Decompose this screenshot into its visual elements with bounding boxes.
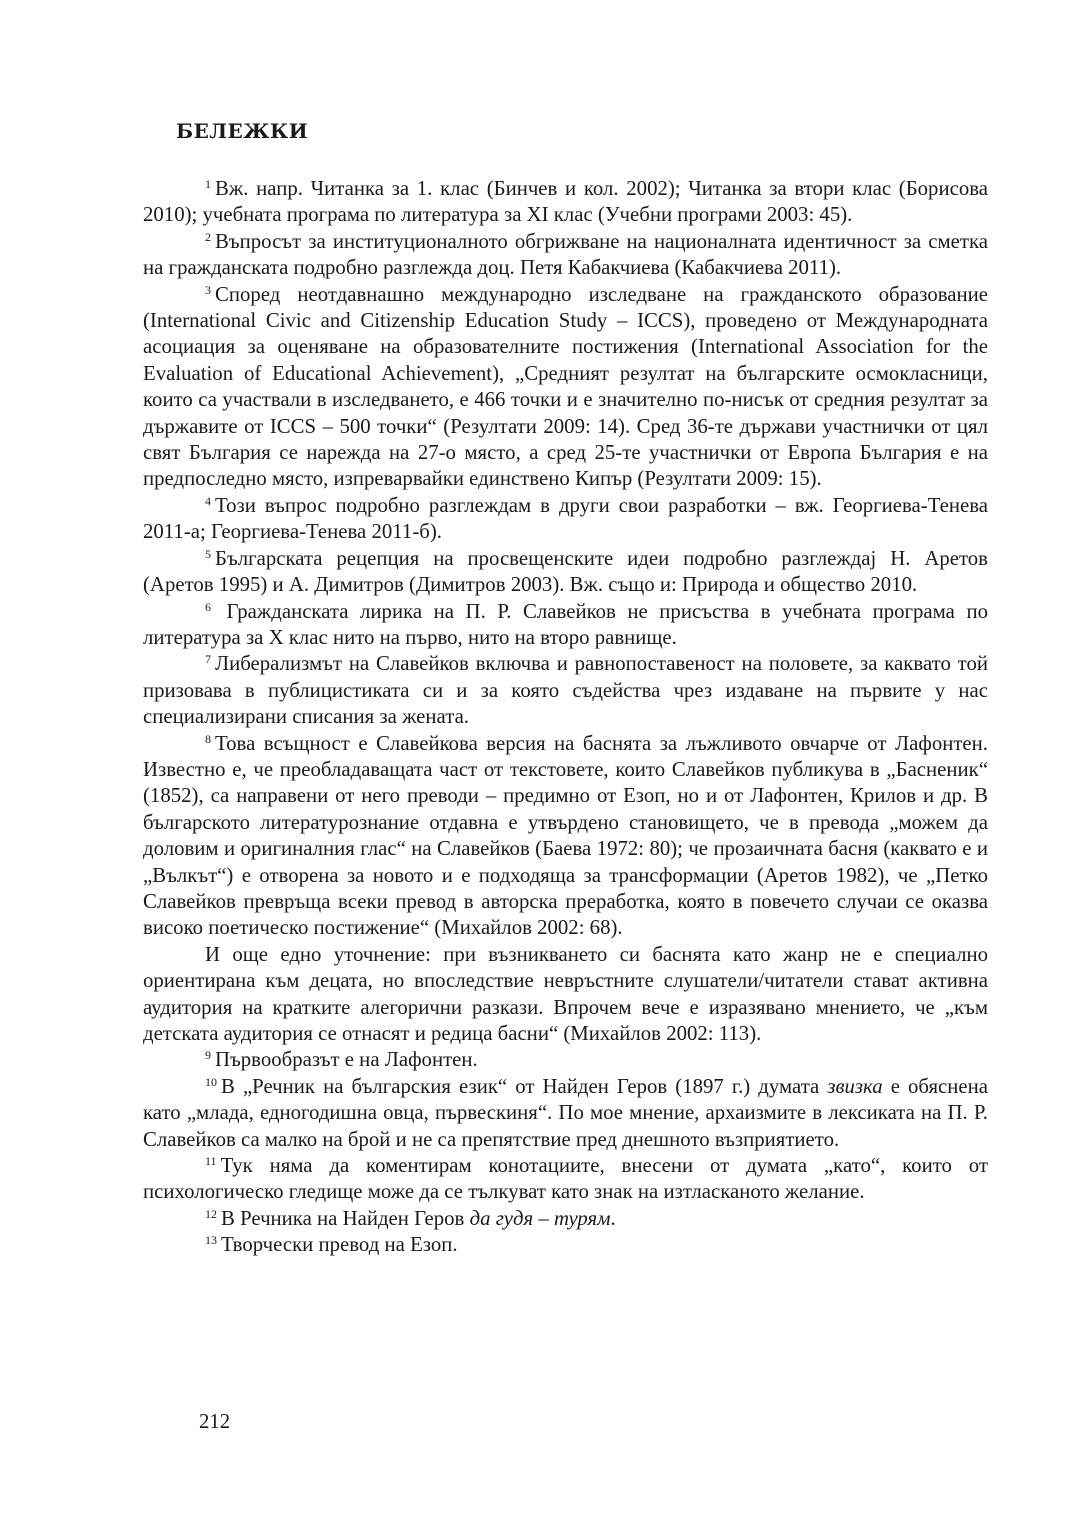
endnote-text: Вж. напр. Читанка за 1. клас (Бинчев и кол. 2002); Читанка за втори клас (Борисова 2010); учебната програма по литература за XI клас (Учебни програми 2003: 45). <box>143 177 988 227</box>
endnote-2 <box>143 229 988 282</box>
endnote-italic-term: да гудя – турям <box>469 1206 611 1230</box>
endnote-text: Според неотдавнашно международно изследване на гражданското образование (International Civic and Citizenship Education Study – ICCS), проведено от Международната асоциация за оценяване на образователните постижения (International Association for the Evaluation of Educational Achievement), „Средният резултат на българските осмокласници, които са участвали в изследването, е 466 точки и е значително по-нисък от средния резултат за държавите от ICCS – 500 точки“ (Резултати 2009: 14). Сред 36-те държави участнички от цял свят България се нарежда на 27-о място, а сред 25-те участнички от Европа България е на предпоследно място, изпреварвайки единствено Кипър (Резултати 2009: 15). <box>143 282 988 491</box>
endnote-number: 6 <box>205 599 211 614</box>
endnote-italic-term: звизка <box>827 1074 883 1098</box>
endnote-1 <box>143 176 988 229</box>
endnote-text: е обяснена като „млада, едногодишна овца, първескиня“. По мое мнение, архаизмите в лексиката на П. Р. Славейков са малко на брой и не са препятствие пред днешното възприятието. <box>143 1074 988 1151</box>
endnote-13 <box>143 1232 988 1258</box>
endnote-text: Първообразът е на Лафонтен. <box>215 1048 478 1072</box>
endnote-12 <box>143 1206 988 1232</box>
endnote-text: Българската рецепция на просвещенските идеи подробно разглеждај Н. Аретов (Аретов 1995) и А. Димитров (Димитров 2003). Вж. също и: Природа и общество 2010. <box>143 546 988 597</box>
endnote-text: Гражданската лирика на П. Р. Славейков не присъства в учебната програма по литература за X клас нито на първо, нито на второ равнище. <box>143 599 988 649</box>
endnote-text: Тук няма да коментирам конотациите, внесени от думата „като“, които от психологическо гледище може да се тълкуват като знак на изтласканото желание. <box>143 1154 988 1204</box>
endnote-11 <box>143 1153 988 1206</box>
endnote-5 <box>143 546 988 599</box>
endnote-number: 13 <box>205 1233 217 1248</box>
endnote-7 <box>143 651 988 730</box>
endnote-text: Въпросът за институционалното обгрижване на националната идентичност за сметка на гражданската подробно разглежда доц. Петя Кабакчиева (Кабакчиева 2011). <box>143 229 988 280</box>
endnote-text: И още едно уточнение: при възникването си баснята като жанр не е специално ориентирана към децата, но впоследствие невръстните слушатели/читатели стават активна аудитория на кратките алегорични разкази. Впрочем вече е изразявано мнението, че „към детската аудитория се отнасят и редица басни“ (Михайлов 2002: 113). <box>143 942 988 1045</box>
endnote-number: 12 <box>205 1206 217 1221</box>
endnote-text: В Речника на Найден Геров <box>221 1206 470 1230</box>
endnote-10 <box>143 1074 988 1153</box>
endnote-9 <box>143 1047 988 1073</box>
endnote-8 <box>143 731 988 942</box>
endnote-6 <box>143 599 988 652</box>
endnote-text: В „Речник на българския език“ от Найден Геров (1897 г.) думата <box>221 1074 828 1098</box>
endnote-number: 9 <box>205 1048 211 1063</box>
endnote-number: 11 <box>205 1154 217 1169</box>
section-heading: БЕЛЕЖКИ <box>176 119 309 143</box>
endnote-text: . <box>610 1206 616 1230</box>
endnote-text: Този въпрос подробно разглеждам в други свои разработки – вж. Георгиева-Тенева 2011-а; Георгиева-Тенева 2011-б). <box>143 493 988 544</box>
endnote-number: 2 <box>205 229 211 244</box>
endnote-text: Това всъщност е Славейкова версия на баснята за лъжливото овчарче от Лафонтен. Известно е, че преобладаващата част от текстовете, които Славейков публикува в „Басненик“ (1852), са направени от него преводи – предимно от Езоп, но и от Лафонтен, Крилов и др. В българското литературознание отдавна е утвърдено становището, че в превода „можем да доловим и оригиналния глас“ на Славейков (Баева 1972: 80); че прозаичната басня (каквато е и „Вълкът“) е отворена за новото и е подходяща за трансформации (Аретов 1982), че „Петко Славейков превръща всеки превод в авторска преработка, която в повечето случаи се оказва високо поетическо постижение“ (Михайлов 2002: 68). <box>143 731 988 940</box>
endnote-number: 4 <box>205 493 211 508</box>
endnote-number: 8 <box>205 731 211 746</box>
endnote-number: 5 <box>205 546 211 561</box>
endnote-text: Творчески превод на Езоп. <box>221 1233 458 1257</box>
endnote-text: Либерализмът на Славейков включва и равнопоставеност на половете, за каквато той призовава в публицистиката си и за която съдейства чрез издаване на първите у нас специализирани списания за жената. <box>143 652 988 729</box>
endnote-number: 3 <box>205 282 211 297</box>
endnote-number: 1 <box>205 177 211 191</box>
page-number: 212 <box>199 1410 231 1433</box>
endnote-4 <box>143 493 988 546</box>
endnote-3 <box>143 282 988 493</box>
endnote-8-continuation <box>143 942 988 1048</box>
endnote-number: 7 <box>205 652 211 667</box>
endnote-number: 10 <box>205 1074 217 1089</box>
endnotes-list <box>143 176 988 1259</box>
